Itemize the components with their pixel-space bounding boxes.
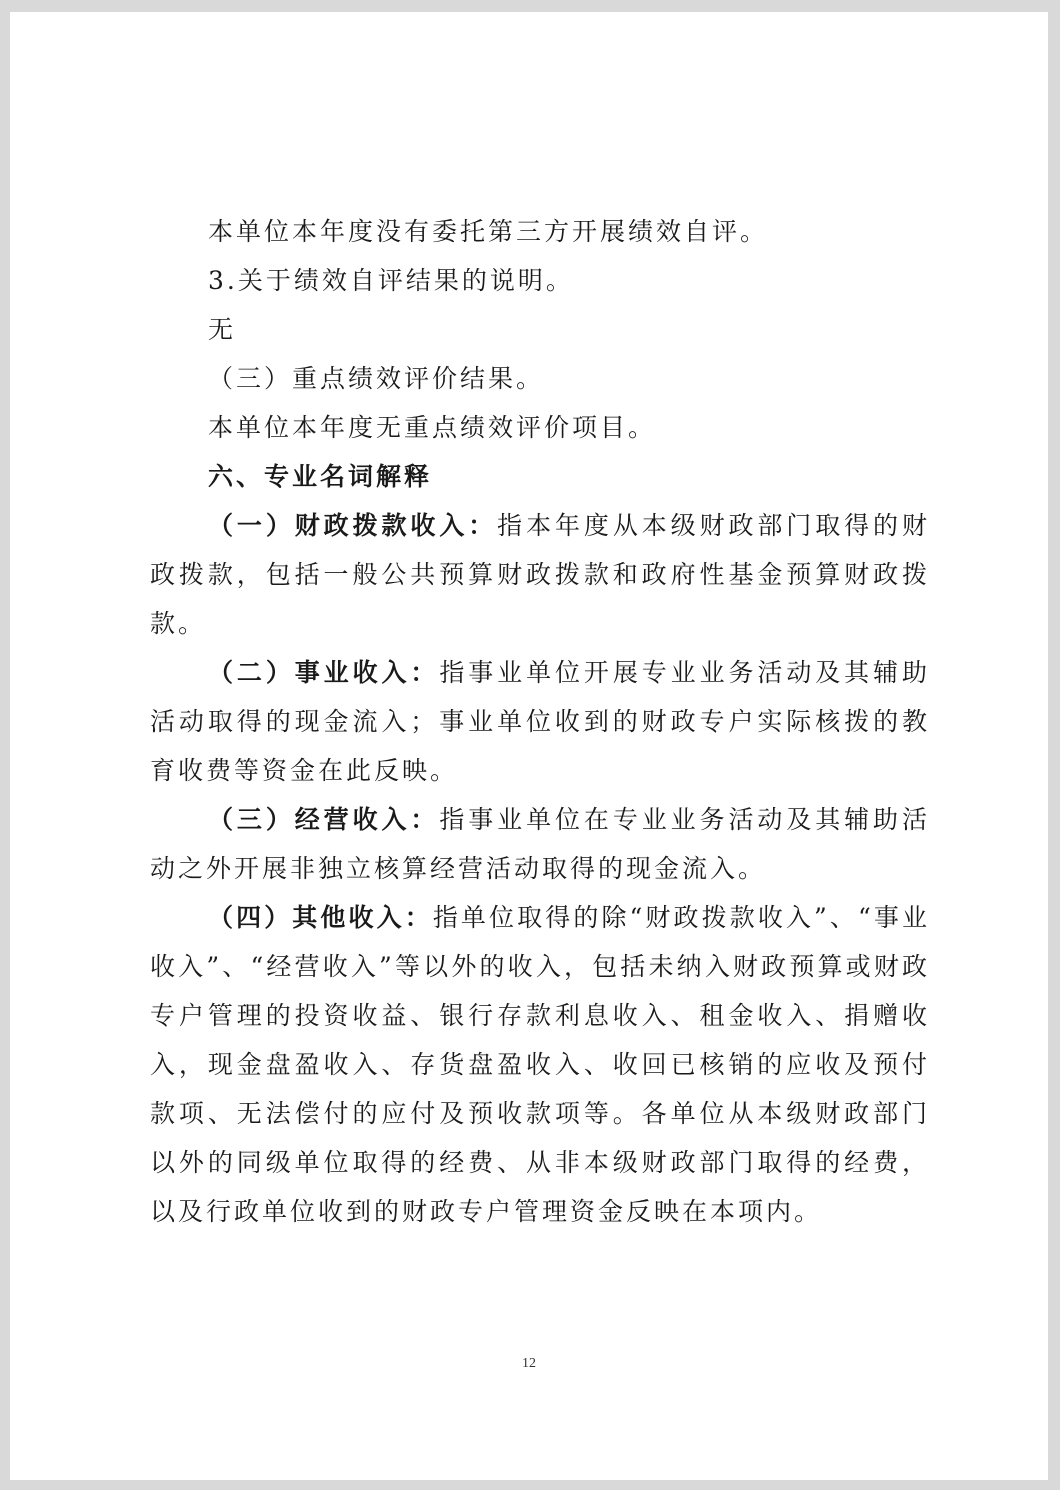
- paragraph: 无: [208, 315, 237, 344]
- definition-text: 指本年度从本级财政部门取得的财政拨款，包括一般公共预算财政拨款和政府性基金预算财政拨款。: [150, 511, 930, 638]
- definition-term: （三）经营收入：: [208, 805, 440, 834]
- paragraph: 3.关于绩效自评结果的说明。: [208, 266, 574, 295]
- paragraph: 本单位本年度没有委托第三方开展绩效自评。: [208, 217, 769, 246]
- page-content: [150, 207, 930, 1236]
- definition-paragraph: [150, 501, 930, 648]
- section-heading: 六、专业名词解释: [208, 462, 433, 491]
- paragraph: （三）重点绩效评价结果。: [208, 364, 545, 393]
- page-number: 12: [522, 1356, 536, 1371]
- definition-text: 指事业单位在专业业务活动及其辅助活动之外开展非独立核算经营活动取得的现金流入。: [150, 805, 930, 883]
- definition-paragraph: [150, 648, 930, 795]
- document-page: [10, 12, 1048, 1480]
- definition-term: （一）财政拨款收入：: [208, 511, 498, 540]
- paragraph: 本单位本年度无重点绩效评价项目。: [208, 413, 657, 442]
- definition-text: 指单位取得的除“财政拨款收入”、“事业收入”、“经营收入”等以外的收入，包括未纳入财政预算或财政专户管理的投资收益、银行存款利息收入、租金收入、捐赠收入，现金盘盈收入、存货盘盈收入、收回已核销的应收及预付款项、无法偿付的应付及预收款项等。各单位从本级财政部门以外的同级单位取得的经费、从非本级财政部门取得的经费，以及行政单位收到的财政专户管理资金反映在本项内。: [150, 903, 930, 1226]
- definition-term: （四）其他收入：: [208, 903, 433, 932]
- definition-paragraph: [150, 795, 930, 893]
- definition-text: 指事业单位开展专业业务活动及其辅助活动取得的现金流入；事业单位收到的财政专户实际核拨的教育收费等资金在此反映。: [150, 658, 930, 785]
- definition-paragraph: [150, 893, 930, 1236]
- definition-term: （二）事业收入：: [208, 658, 440, 687]
